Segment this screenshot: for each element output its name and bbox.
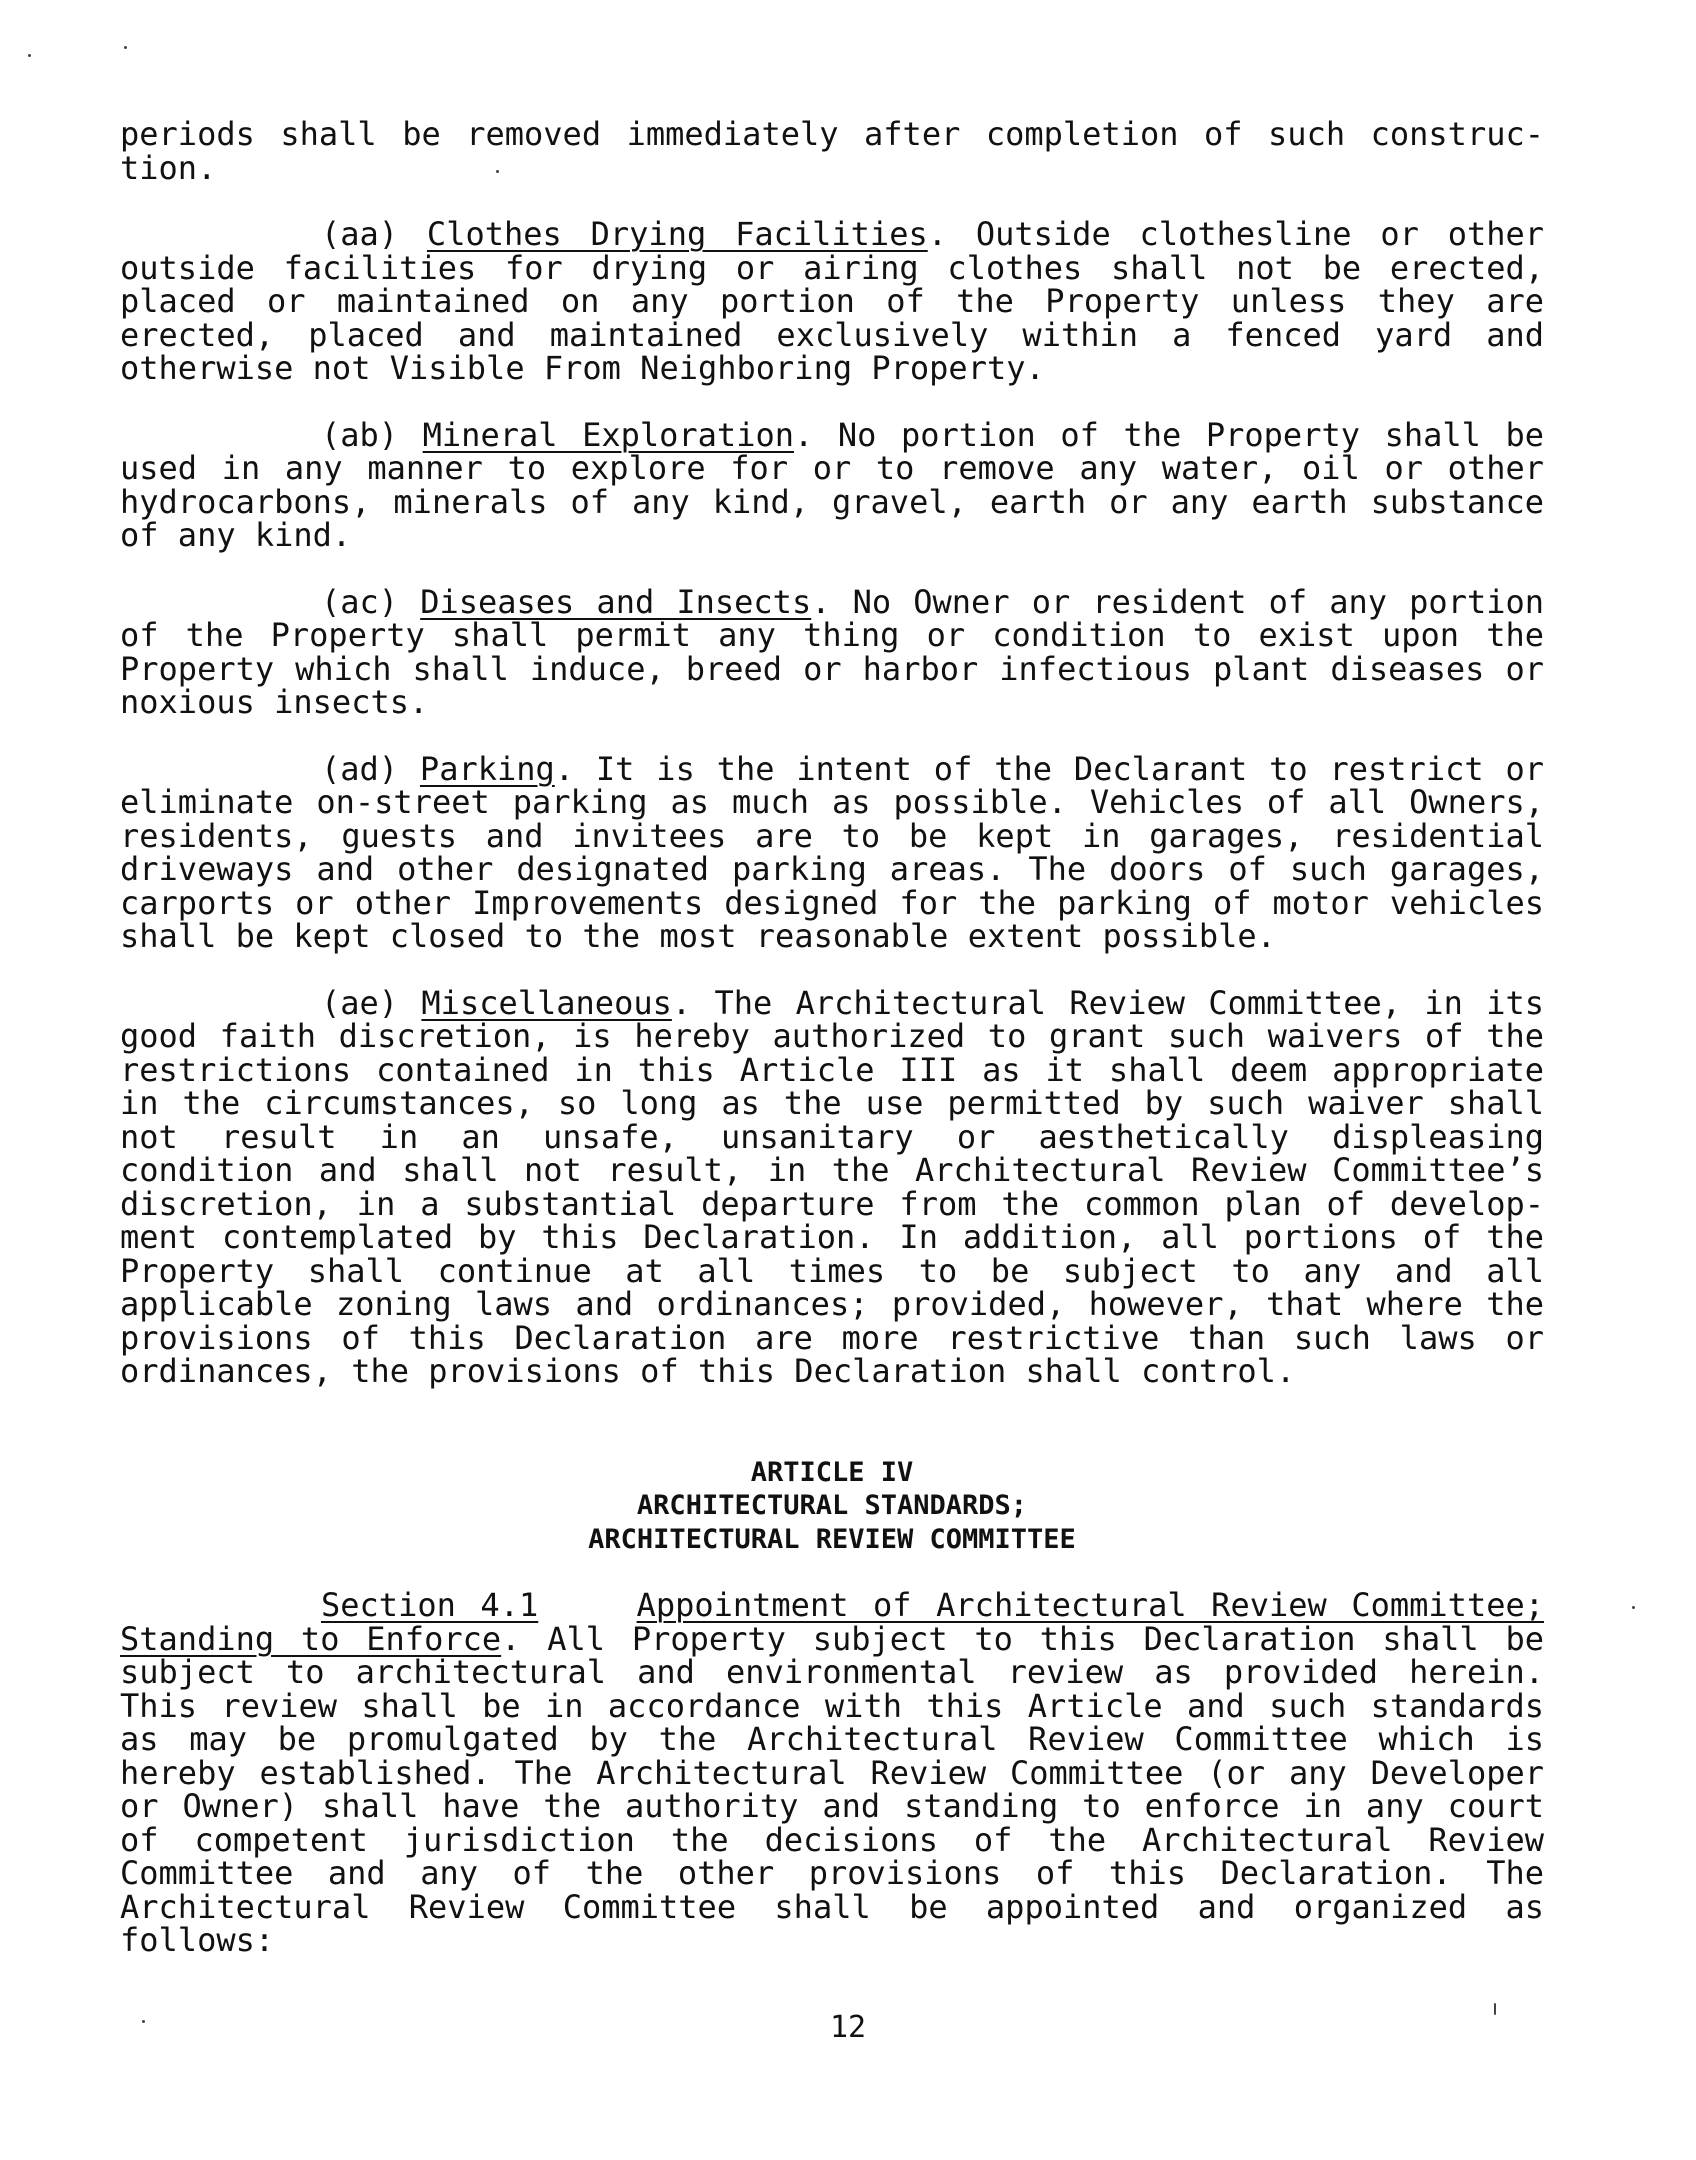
text-line: as may be promulgated by the Architectural Review Committee which is: [120, 1720, 1544, 1758]
text-line: outside facilities for drying or airing clothes shall not be erected,: [120, 248, 1544, 287]
section-heading: Diseases and Insects: [420, 582, 812, 621]
text-line: Architectural Review Committee shall be appointed and organized as: [120, 1887, 1544, 1926]
text-line: hydrocarbons, minerals of any kind, gravel, earth or any earth substance: [120, 482, 1544, 521]
section-ab: [120, 415, 1545, 554]
text-line: ordinances, the provisions of this Declaration shall control.: [120, 1352, 1296, 1390]
section-heading: Mineral Exploration: [422, 415, 794, 454]
text-line: carports or other Improvements designed for the parking of motor vehicles: [120, 883, 1544, 922]
section-first-line-text: . All Property subject to this Declaration shall be: [501, 1619, 1545, 1658]
section-first-line: [120, 1586, 1545, 1624]
section-aa: [120, 215, 1545, 387]
article-number: ARTICLE IV: [750, 1456, 914, 1488]
text-line: in the circumstances, so long as the use permitted by such waiver shall: [120, 1084, 1544, 1122]
section-marker: (ae): [321, 983, 399, 1022]
scan-speck: [124, 46, 127, 49]
section-first-line-text: . No Owner or resident of any portion: [811, 582, 1545, 621]
text-line: otherwise not Visible From Neighboring Property.: [120, 349, 1045, 387]
text-line: shall be kept closed to the most reasonable extent possible.: [120, 917, 1276, 955]
text-line: good faith discretion, is hereby authorized to grant such waivers of the: [120, 1017, 1544, 1055]
text-line: noxious insects.: [120, 683, 429, 721]
text-line: Property shall continue at all times to be subject to any and all: [120, 1251, 1544, 1290]
text-line: of the Property shall permit any thing or condition to exist upon the: [120, 616, 1544, 654]
section-heading: Clothes Drying Facilities: [426, 215, 928, 253]
text-line: tion.: [120, 148, 217, 187]
text-line: Committee and any of the other provisions of this Declaration. The: [120, 1854, 1544, 1892]
text-line: residents, guests and invitees are to be kept in garages, residential: [120, 816, 1544, 855]
document-page: [120, 115, 1545, 1991]
section-marker: (ac): [321, 582, 399, 621]
scan-speck: [28, 54, 31, 57]
text-line: periods shall be removed immediately after completion of such construc-: [120, 115, 1544, 153]
text-line: not result in an unsafe, unsanitary or aesthetically displeasing: [120, 1117, 1544, 1156]
section-first-line: [120, 983, 1545, 1022]
text-line: driveways and other designated parking areas. The doors of such garages,: [120, 850, 1544, 888]
text-line: eliminate on-street parking as much as possible. Vehicles of all Owners,: [120, 783, 1544, 821]
text-line: hereby established. The Architectural Review Committee (or any Developer: [120, 1753, 1544, 1792]
text-line: provisions of this Declaration are more restrictive than such laws or: [120, 1318, 1544, 1357]
section-4-1: [120, 1586, 1545, 1959]
section-first-line-text: . It is the intent of the Declarant to restrict or: [554, 749, 1544, 788]
text-line: used in any manner to explore for or to remove any water, oil or other: [120, 449, 1544, 487]
scan-speck: [1632, 1606, 1635, 1609]
section-marker: (aa): [321, 215, 399, 253]
text-line: follows:: [120, 1921, 275, 1959]
section-first-line-text: . Outside clothesline or other: [927, 215, 1545, 253]
section-heading: Miscellaneous: [421, 983, 672, 1022]
section-first-line: [120, 215, 1545, 253]
text-line: condition and shall not result, in the Architectural Review Committee’s: [120, 1151, 1544, 1189]
text-line: placed or maintained on any portion of the Property unless they are: [120, 282, 1544, 320]
text-line: of competent jurisdiction the decisions of the Architectural Review: [120, 1820, 1544, 1859]
text-line: discretion, in a substantial departure from the common plan of develop-: [120, 1184, 1544, 1223]
text-line: erected, placed and maintained exclusively within a fenced yard and: [120, 315, 1544, 354]
section-marker: (ab): [321, 415, 399, 454]
section-ae: [120, 983, 1545, 1390]
page-number: 12: [829, 2010, 867, 2045]
text-line: [120, 1619, 1545, 1658]
section-first-line-text: . No portion of the Property shall be: [794, 415, 1545, 454]
section-title: Standing to Enforce: [120, 1619, 502, 1658]
section-heading: Parking: [419, 749, 555, 788]
section-label: Section 4.1: [321, 1586, 539, 1624]
section-first-line: [120, 415, 1545, 454]
section-first-line: [120, 582, 1545, 621]
article-heading: [120, 1456, 1544, 1557]
text-line: ment contemplated by this Declaration. In addition, all portions of the: [120, 1218, 1544, 1256]
text-line: or Owner) shall have the authority and standing to enforce in any court: [120, 1787, 1544, 1825]
text-line: restrictions contained in this Article III as it shall deem appropriate: [120, 1050, 1544, 1089]
section-ad: [120, 749, 1544, 955]
text-line: This review shall be in accordance with this Article and such standards: [120, 1686, 1544, 1725]
article-title-line: ARCHITECTURAL STANDARDS;: [636, 1490, 1028, 1521]
text-line: subject to architectural and environmental review as provided herein.: [120, 1653, 1544, 1691]
continuation-paragraph: [120, 115, 1544, 187]
article-title-line: ARCHITECTURAL REVIEW COMMITTEE: [588, 1523, 1076, 1555]
section-marker: (ad): [321, 749, 399, 788]
text-line: Property which shall induce, breed or harbor infectious plant diseases or: [120, 649, 1544, 688]
text-line: applicable zoning laws and ordinances; provided, however, that where the: [120, 1285, 1544, 1323]
section-title: Appointment of Architectural Review Committee;: [636, 1586, 1545, 1624]
section-first-line-text: . The Architectural Review Committee, in its: [671, 983, 1545, 1022]
section-ac: [120, 582, 1545, 721]
section-first-line: [120, 749, 1544, 788]
text-line: of any kind.: [120, 516, 352, 554]
